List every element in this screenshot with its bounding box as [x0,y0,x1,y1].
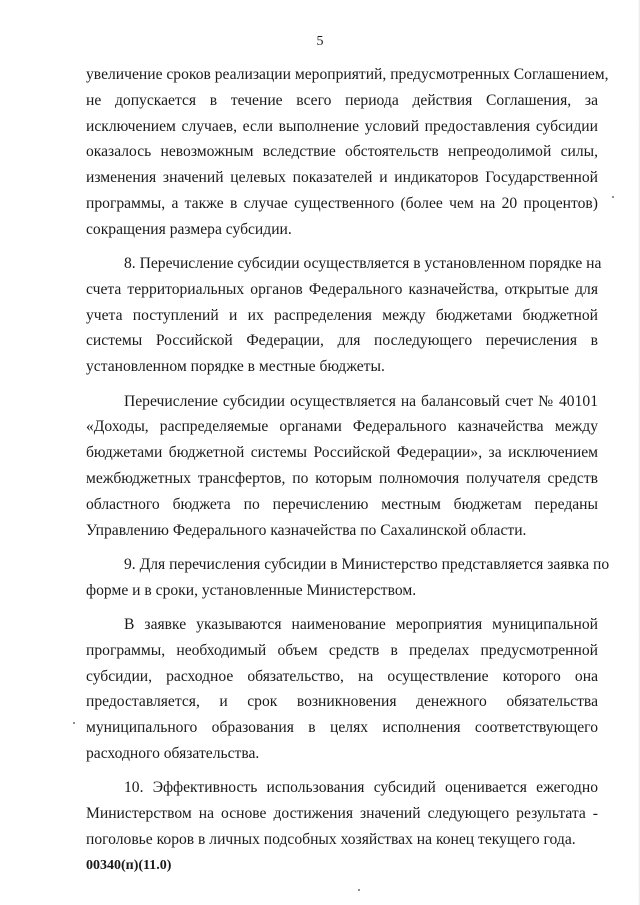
paragraph [86,775,598,852]
scan-speck [612,196,614,198]
text-line: расходного обязательства. [86,744,260,762]
text-line: счета территориальных органов Федерального казначейства, открытые для [86,280,598,298]
paragraph-gap [86,767,598,776]
paragraph-gap [86,603,598,612]
text-line: 8. Перечисление субсидии осуществляется в установленном порядке на [124,255,602,273]
paragraph [86,389,598,544]
text-line: поголовье коров в личных подсобных хозяйствах на конец текущего года. [86,830,576,848]
text-line: изменения значений целевых показателей и индикаторов Государственной [86,169,598,187]
text-line: Управлению Федерального казначейства по Сахалинской области. [86,521,527,539]
text-line: межбюджетных трансфертов, по которым полномочия получателя средств [86,469,598,487]
text-line: областного бюджета по перечислению местным бюджетам переданы [86,495,598,513]
paragraph [86,62,609,243]
text-line: муниципального образования в целях исполнения соответствующего [86,719,598,737]
document-code: 00340(п)(11.0) [86,858,172,873]
text-line: Перечисление субсидии осуществляется на балансовый счет № 40101 [124,392,598,410]
text-line: Министерством на основе достижения значений следующего результата - [86,805,598,823]
text-line: сокращения размера субсидии. [86,220,292,238]
paragraph-gap [86,380,598,389]
text-line: учета поступлений и их распределения между бюджетами бюджетной [86,306,598,324]
text-line: оказалось невозможным вследствие обстоятельств непреодолимой силы, [86,143,598,161]
paragraph [86,251,602,380]
text-line: 10. Эффективность использования субсидий оценивается ежегодно [124,779,598,797]
text-line: форме и в сроки, установленные Министерством. [86,581,417,599]
scan-speck [73,722,75,724]
text-line: установленном порядке в местные бюджеты. [86,358,385,376]
text-line: не допускается в течение всего периода действия Соглашения, за [86,91,598,109]
paragraph [86,612,598,767]
paragraph [86,552,610,604]
text-line: В заявке указываются наименование мероприятия муниципальной [124,615,598,633]
document-body [86,62,610,853]
paragraph-gap [86,243,598,252]
text-line: 9. Для перечисления субсидии в Министерство представляется заявка по [124,555,610,573]
text-line: исключением случаев, если выполнение условий предоставления субсидии [86,117,598,135]
paragraph-gap [86,543,598,552]
page-number: 5 [316,34,324,49]
text-line: предоставляется, и срок возникновения денежного обязательства [86,693,598,711]
text-line: бюджетами бюджетной системы Российской Федерации», за исключением [86,444,598,462]
text-line: программы, необходимый объем средств в пределах предусмотренной [86,641,598,659]
text-line: увеличение сроков реализации мероприятий, предусмотренных Соглашением, [86,66,609,83]
text-line: системы Российской Федерации, для последующего перечисления в [86,332,598,350]
text-line: программы, а также в случае существенного (более чем на 20 процентов) [86,194,598,212]
scan-speck [358,889,360,891]
text-line: субсидии, расходное обязательство, на осуществление которого она [86,667,598,685]
text-line: «Доходы, распределяемые органами Федерального казначейства между [86,418,598,436]
